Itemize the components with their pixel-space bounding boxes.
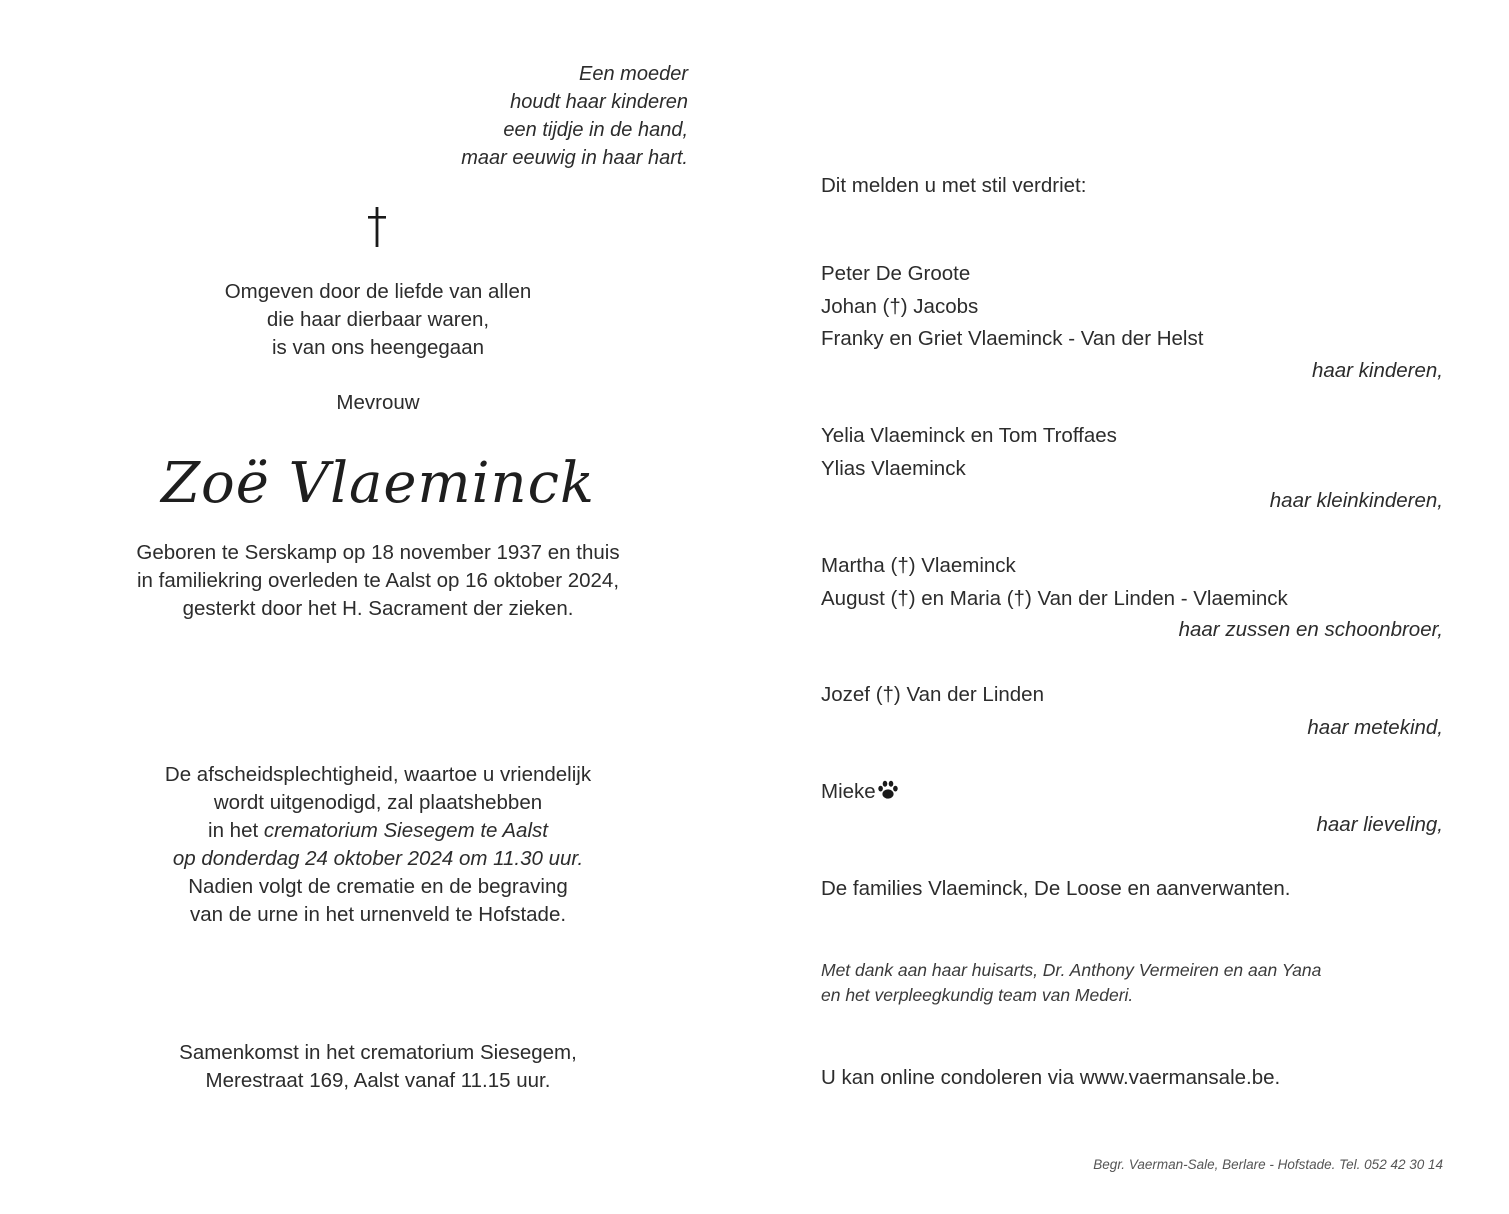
pet-label: haar lieveling,	[1316, 813, 1443, 836]
intro-line: is van ons heengegaan	[271, 336, 484, 359]
thanks-line: Met dank aan haar huisarts, Dr. Anthony Vermeiren en aan Yana	[821, 960, 1322, 980]
cross-icon	[362, 206, 392, 248]
birth-line: Geboren te Serskamp op 18 november 1937 en thuis	[136, 541, 620, 564]
thanks-note	[821, 958, 1321, 1008]
grandchildren-list	[821, 420, 1117, 485]
godchild-label: haar metekind,	[1307, 716, 1443, 739]
poem	[461, 60, 688, 172]
birth-line: gesterkt door het H. Sacrament der zieken.	[182, 597, 574, 620]
online-condolence: U kan online condoleren via www.vaermansale.be.	[821, 1066, 1281, 1089]
sister-name: August (†) en Maria (†) Van der Linden - Vlaeminck	[821, 586, 1288, 610]
grandchildren-label: haar kleinkinderen,	[1269, 489, 1443, 512]
sisters-label: haar zussen en schoonbroer,	[1178, 618, 1443, 641]
poem-line: een tijdje in de hand,	[503, 119, 688, 141]
children-label: haar kinderen,	[1311, 359, 1443, 382]
poem-line: maar eeuwig in haar hart.	[461, 147, 688, 169]
pet-name: Mieke	[821, 780, 876, 803]
paw-print-icon	[877, 780, 899, 800]
ceremony-date: op donderdag 24 oktober 2024 om 11.30 uur.	[172, 847, 584, 870]
child-name: Johan (†) Jacobs	[821, 294, 979, 318]
gathering-line: Merestraat 169, Aalst vanaf 11.15 uur.	[205, 1069, 551, 1092]
ceremony-prefix: in het	[208, 819, 264, 842]
families-line: De families Vlaeminck, De Loose en aanverwanten.	[821, 877, 1291, 900]
ceremony-line: wordt uitgenodigd, zal plaatshebben	[213, 791, 543, 814]
poem-line: Een moeder	[579, 63, 688, 85]
intro-line: die haar dierbaar waren,	[266, 308, 490, 331]
sister-name: Martha (†) Vlaeminck	[821, 554, 1016, 577]
children-list	[821, 258, 1203, 356]
godchild-name: Jozef (†) Van der Linden	[821, 683, 1044, 706]
ceremony-line: Nadien volgt de crematie en de begraving	[188, 875, 568, 898]
intro-text	[60, 278, 696, 362]
thanks-line: en het verpleegkundig team van Mederi.	[821, 985, 1134, 1005]
intro-line: Omgeven door de liefde van allen	[224, 280, 532, 303]
sisters-list	[821, 550, 1288, 615]
pet-line	[821, 776, 899, 809]
title: Mevrouw	[336, 391, 420, 414]
deceased-name: Zoë Vlaeminck	[161, 451, 595, 516]
ceremony-line: De afscheidsplechtigheid, waartoe u vriendelijk	[164, 763, 592, 786]
birth-death-details	[60, 539, 696, 623]
ceremony-details	[60, 761, 696, 929]
child-name: Franky en Griet Vlaeminck - Van der Helst	[821, 327, 1204, 350]
birth-line: in familiekring overleden te Aalst op 16 oktober 2024,	[136, 569, 620, 592]
grandchild-name: Ylias Vlaeminck	[821, 456, 966, 480]
announcement: Dit melden u met stil verdriet:	[821, 174, 1087, 197]
poem-line: houdt haar kinderen	[510, 91, 688, 113]
gathering-details	[60, 1039, 696, 1095]
ceremony-location: crematorium Siesegem te Aalst	[263, 819, 548, 842]
funeral-home-footer: Begr. Vaerman-Sale, Berlare - Hofstade. Tel. 052 42 30 14	[1093, 1157, 1443, 1172]
ceremony-location-line	[60, 817, 696, 845]
child-name: Peter De Groote	[821, 262, 971, 285]
grandchild-name: Yelia Vlaeminck en Tom Troffaes	[821, 424, 1117, 447]
gathering-line: Samenkomst in het crematorium Siesegem,	[179, 1041, 577, 1064]
ceremony-line: van de urne in het urnenveld te Hofstade.	[189, 903, 567, 926]
